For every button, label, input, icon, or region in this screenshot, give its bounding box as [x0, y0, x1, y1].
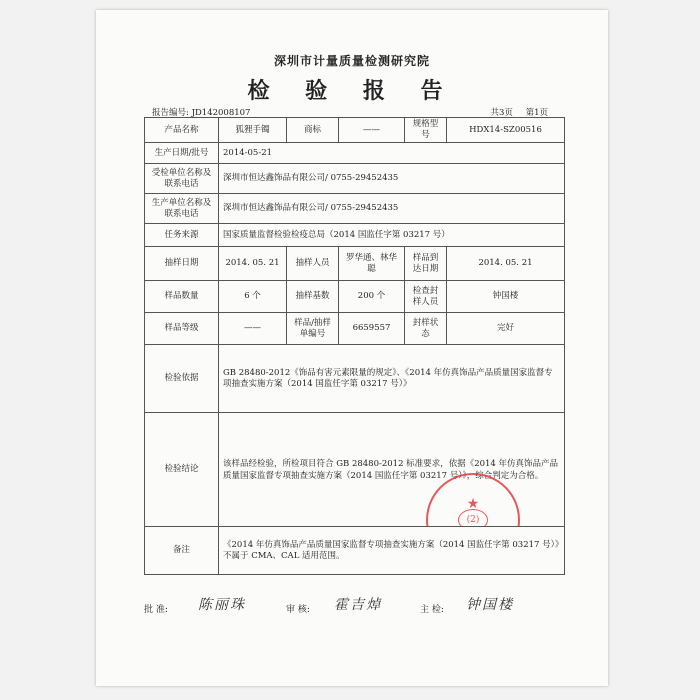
sample-no-label: 样品/抽样单编号 [287, 313, 339, 345]
table-row [145, 281, 565, 313]
report-table [144, 117, 565, 575]
table-row [145, 224, 565, 247]
sealer-value: 钟国楼 [447, 281, 565, 313]
institution-name: 深圳市计量质量检测研究院 [273, 54, 430, 68]
grade-label: 样品等级 [145, 313, 219, 345]
seal-state-value: 完好 [447, 313, 565, 345]
sample-no-value: 6659557 [339, 313, 405, 345]
task-source-label: 任务来源 [145, 224, 219, 247]
table-row [145, 118, 565, 143]
basis-label: 检验依据 [145, 345, 219, 413]
seal-state-label: 封样状态 [405, 313, 447, 345]
table-row [145, 194, 565, 224]
grade-value: —— [219, 313, 287, 345]
producer-label: 生产单位名称及联系电话 [145, 194, 219, 224]
conclusion-cell [219, 413, 565, 527]
production-date-label: 生产日期/批号 [145, 143, 219, 164]
sample-qty-label: 样品数量 [145, 281, 219, 313]
sampling-base-label: 抽样基数 [287, 281, 339, 313]
star-icon: ★ [466, 496, 480, 512]
model-value: HDX14-SZ00516 [447, 118, 565, 143]
page-current: 第1页 [525, 108, 548, 118]
producer-value: 深圳市恒达鑫饰品有限公司/ 0755-29452435 [219, 194, 565, 224]
product-name-label: 产品名称 [145, 118, 219, 143]
approve-label: 批 准: [144, 605, 168, 615]
sampling-date-label: 抽样日期 [145, 247, 219, 281]
sampler-value: 罗华通、林华聪 [339, 247, 405, 281]
page-total: 共3页 [490, 108, 513, 118]
sealer-label: 检查封样人员 [405, 281, 447, 313]
arrival-date-label: 样品到达日期 [405, 247, 447, 281]
inspect-signature: 钟国楼 [466, 597, 514, 613]
table-row [145, 413, 565, 527]
basis-value: GB 28480-2012《饰品有害元素限量的规定》、《2014 年仿真饰品产品质量国家监督专项抽查实施方案（2014 国监任字第 03217 号）》 [219, 345, 565, 413]
review-label: 审 核: [286, 605, 310, 615]
production-date-value: 2014-05-21 [219, 143, 565, 164]
sample-qty-value: 6 个 [219, 281, 287, 313]
report-page [96, 10, 608, 686]
inspect-label: 主 检: [420, 605, 444, 615]
arrival-date-value: 2014. 05. 21 [447, 247, 565, 281]
conclusion-label: 检验结论 [145, 413, 219, 527]
report-number: 报告编号: JD142008107 [152, 108, 251, 118]
table-row [145, 527, 565, 575]
sampler-label: 抽样人员 [287, 247, 339, 281]
trademark-label: 商标 [287, 118, 339, 143]
table-row [145, 247, 565, 281]
sampling-base-value: 200 个 [339, 281, 405, 313]
trademark-value: —— [339, 118, 405, 143]
table-row [145, 313, 565, 345]
inspected-unit-label: 受检单位名称及联系电话 [145, 164, 219, 194]
remarks-value: 《2014 年仿真饰品产品质量国家监督专项抽查实施方案（2014 国监任字第 03217 号）》不属于 CMA、CAL 适用范围。 [219, 527, 565, 575]
task-source-value: 国家质量监督检验检疫总局（2014 国监任字第 03217 号） [219, 224, 565, 247]
inspected-unit-value: 深圳市恒达鑫饰品有限公司/ 0755-29452435 [219, 164, 565, 194]
remarks-label: 备注 [145, 527, 219, 575]
stamp-number: (2) [458, 509, 488, 527]
table-row [145, 143, 565, 164]
table-row [145, 164, 565, 194]
report-title: 检 验 报 告 [247, 78, 457, 104]
table-row [145, 345, 565, 413]
product-name-value: 狐狸手镯 [219, 118, 287, 143]
review-signature: 霍吉焯 [334, 597, 382, 613]
sampling-date-value: 2014. 05. 21 [219, 247, 287, 281]
approve-signature: 陈丽珠 [198, 597, 246, 613]
conclusion-text: 该样品经检验，所检项目符合 GB 28480-2012 标准要求，依据《2014 年仿真饰品产品质量国家监督专项抽查实施方案（2014 国监任字第 03217 号）》，综合判定为合格。 [223, 458, 559, 481]
model-label: 规格型号 [405, 118, 447, 143]
